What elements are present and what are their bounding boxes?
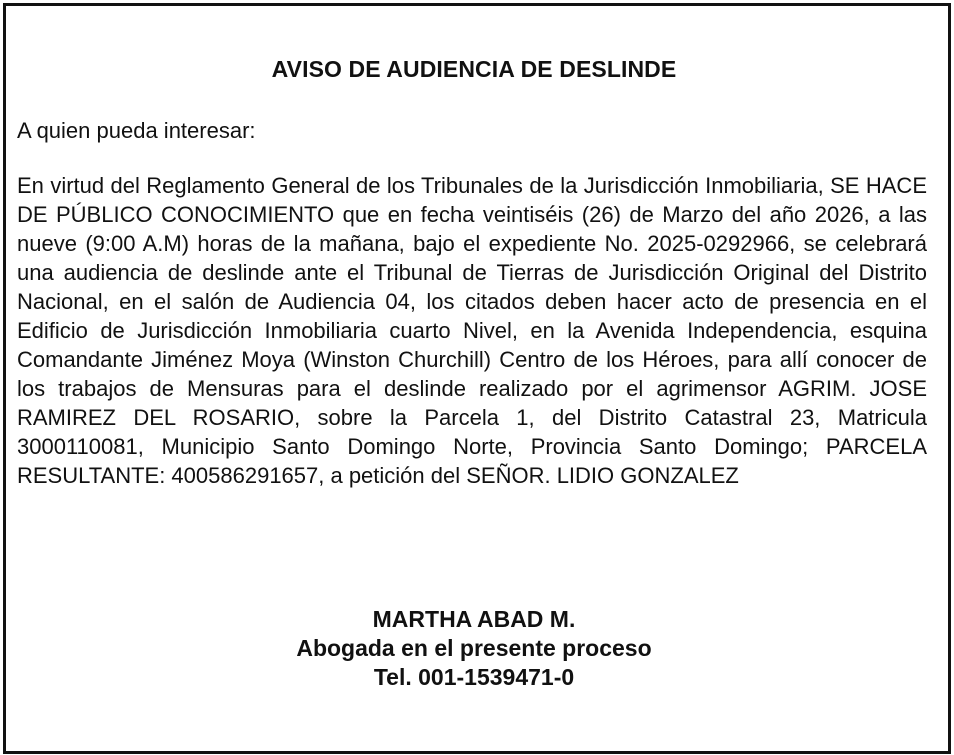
signature-phone: Tel. 001-1539471-0 [373,664,575,690]
salutation: A quien pueda interesar: [17,118,256,143]
notice-title: AVISO DE AUDIENCIA DE DESLINDE [271,56,677,82]
signature-block [0,605,948,692]
signature-name: MARTHA ABAD M. [372,606,576,632]
notice-body: En virtud del Reglamento General de los Tribunales de la Jurisdicción Inmobiliaria, SE HACE DE PÚBLICO CONOCIMIENTO que en fecha veintiséis (26) de Marzo del año 2026, a las nueve (9:00 A.M) horas de la mañana, bajo el expediente No. 2025-0292966, se celebrará una audiencia de deslinde ante el Tribunal de Tierras de Jurisdicción Original del Distrito Nacional, en el salón de Audiencia 04, los citados deben hacer acto de presencia en el Edificio de Jurisdicción Inmobiliaria cuarto Nivel, en la Avenida Independencia, esquina Comandante Jiménez Moya (Winston Churchill) Centro de los Héroes, para allí conocer de los trabajos de Mensuras para el deslinde realizado por el agrimensor AGRIM. JOSE RAMIREZ DEL ROSARIO, sobre la Parcela 1, del Distrito Catastral 23, Matricula 3000110081, Municipio Santo Domingo Norte, Provincia Santo Domingo; PARCELA RESULTANTE: 400586291657, a petición del SEÑOR. LIDIO GONZALEZ [17,173,927,488]
signature-role: Abogada en el presente proceso [296,635,652,661]
